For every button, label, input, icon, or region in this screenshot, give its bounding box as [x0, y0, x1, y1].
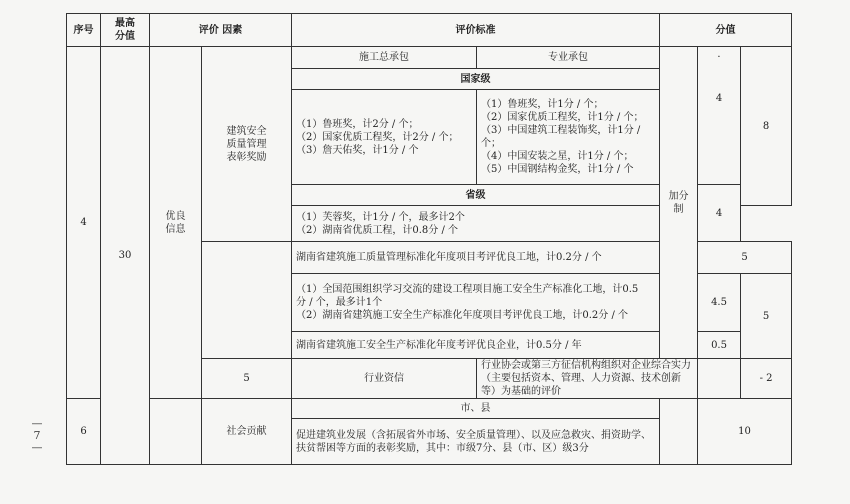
row6-standard: 促进建筑业发展（含拓展省外市场、安全质量管理）、以及应急救灾、捐资助学、扶贫帮困等方面的表彰奖励，其中：市级7分、县（市、区）级3分: [292, 419, 660, 465]
row5-standard: 行业协会或第三方征信机构组织对企业综合实力（主要包括资本、管理、人力资源、技术创新等）为基础的评价: [477, 359, 698, 399]
header-factor: 评价 因素: [150, 14, 292, 47]
header-seq: 序号: [67, 14, 101, 47]
provincial-list: （1）芙蓉奖，计1分 / 个，最多计2个 （2）湖南省优质工程，计0.8分 / 个: [292, 206, 660, 242]
score-hunan-quality: 5: [698, 242, 792, 274]
table-row: [67, 47, 792, 69]
row6-seq: 6: [67, 399, 101, 465]
row6-bonus-blank: [660, 399, 698, 465]
safety-enterprise: 湖南省建筑施工安全生产标准化年度考评优良企业，计0.5分 / 年: [292, 332, 660, 359]
factor-quality-award: 建筑安全 质量管理 表彰奖励: [202, 47, 292, 242]
row6-blank: [150, 399, 202, 465]
score-safety-subtotal: 5: [741, 274, 792, 359]
row6-factor: 社会贡献: [202, 399, 292, 465]
hunan-quality-site: 湖南省建筑施工质量管理标准化年度项目考评优良工地，计0.2分 / 个: [292, 242, 660, 274]
page-number-mark: — 7 —: [31, 417, 43, 454]
header-standard: 评价标准: [292, 14, 660, 47]
row5-score: - 2: [741, 359, 792, 399]
contract-general: 施工总承包: [292, 47, 477, 69]
score-safety: 4.5: [698, 274, 741, 332]
row5-bonus-blank: [698, 359, 741, 399]
safety-list: （1）全国范围组织学习交流的建设工程项目施工安全生产标准化工地，计0.5 分 / 个，最多计1个 （2）湖南省建筑施工安全生产标准化年度项目考评优良工地，计0.2分 / 个: [292, 274, 660, 332]
header-max-score: 最高 分值: [101, 14, 150, 47]
national-general-list: （1）鲁班奖，计2分 / 个； （2）国家优质工程奖，计2分 / 个； （3）詹天佑奖，计1分 / 个: [292, 90, 477, 185]
row6-subheader: 市、县: [292, 399, 660, 419]
national-special-list: （1）鲁班奖，计1分 / 个； （2）国家优质工程奖，计1分 / 个； （3）中国建筑工程装饰奖，计1分 / 个； （4）中国安装之星，计1分 / 个； （5）中国钢结构金奖，计1分 / 个: [477, 90, 660, 185]
national-level-label: 国家级: [292, 69, 660, 90]
row6-score: 10: [698, 399, 792, 465]
score-safety-enterprise: 0.5: [698, 332, 741, 359]
row4-seq: 4: [67, 47, 101, 399]
provincial-level-label: 省级: [292, 185, 660, 206]
evaluation-table: [66, 13, 792, 465]
row5-factor: 行业资信: [292, 359, 477, 399]
header-row: [67, 14, 792, 47]
score-quality-subtotal: 8: [741, 47, 792, 206]
bonus-system-cell: 加分制: [660, 47, 698, 359]
score-provincial: 4: [698, 185, 741, 242]
category-cell: 优良 信息: [150, 47, 202, 399]
table-row: [67, 399, 792, 419]
max-score-cell: 30: [101, 47, 150, 465]
header-score: 分值: [660, 14, 792, 47]
score-national: · 4: [698, 47, 741, 185]
contract-special: 专业承包: [477, 47, 660, 69]
row5-seq: 5: [202, 359, 292, 399]
factor-safety-blank: [202, 242, 292, 359]
